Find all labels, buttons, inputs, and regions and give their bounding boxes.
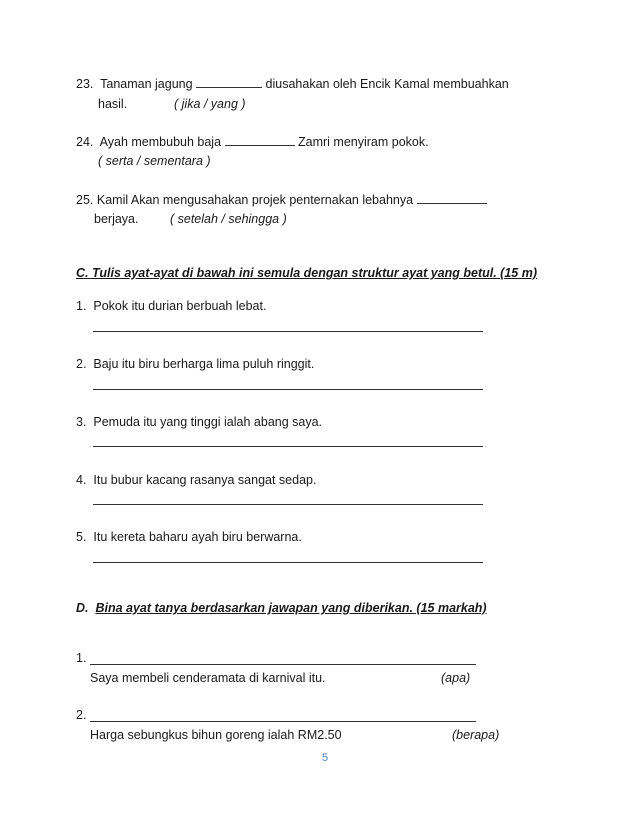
section-d-title: Bina ayat tanya berdasarkan jawapan yang diberikan. (15 markah) — [95, 601, 487, 615]
question-25-hint: ( setelah / sehingga ) — [170, 212, 287, 226]
item-number: 4. — [76, 473, 87, 487]
item-number: 3. — [76, 415, 87, 429]
question-text-before: Ayah membubuh baja — [99, 135, 222, 149]
item-number: 2. — [76, 357, 87, 371]
answer-blank[interactable] — [196, 77, 262, 88]
question-text-before: Kamil Akan mengusahakan projek penternakan lebahnya — [96, 193, 414, 207]
section-d-answer: Harga sebungkus bihun goreng ialah RM2.50 — [90, 728, 342, 742]
question-23-hint: ( jika / yang ) — [174, 97, 246, 111]
section-c-item — [76, 473, 316, 487]
answer-line[interactable] — [93, 389, 483, 390]
item-number: 1. — [76, 299, 87, 313]
section-d-heading — [76, 601, 487, 615]
question-text-before: Tanaman jagung — [100, 77, 193, 91]
section-c-item — [76, 415, 322, 429]
item-number: 5. — [76, 530, 87, 544]
item-sentence: Itu kereta baharu ayah biru berwarna. — [93, 530, 302, 544]
section-c-item — [76, 530, 302, 544]
section-c-item — [76, 299, 266, 313]
question-23 — [76, 77, 509, 91]
question-text-cont: hasil. — [98, 97, 128, 111]
answer-line[interactable] — [93, 504, 483, 505]
question-number: 23. — [76, 77, 94, 91]
section-d-label: D. — [76, 601, 89, 615]
answer-line[interactable] — [90, 664, 476, 665]
item-sentence: Pokok itu durian berbuah lebat. — [93, 299, 267, 313]
question-number: 25. — [76, 193, 94, 207]
section-d-answer: Saya membeli cenderamata di karnival itu. — [90, 671, 326, 685]
item-sentence: Baju itu biru berharga lima puluh ringgit. — [93, 357, 315, 371]
question-24-hint: ( serta / sementara ) — [98, 154, 211, 168]
question-number: 24. — [76, 135, 94, 149]
question-25 — [76, 193, 487, 207]
answer-blank[interactable] — [417, 193, 487, 204]
item-sentence: Pemuda itu yang tinggi ialah abang saya. — [93, 415, 323, 429]
answer-line[interactable] — [93, 562, 483, 563]
section-c-heading: C. Tulis ayat-ayat di bawah ini semula dengan struktur ayat yang betul. (15 m) — [76, 266, 537, 280]
section-d-hint: (berapa) — [452, 728, 500, 742]
question-24 — [76, 135, 429, 149]
question-text-after: diusahakan oleh Encik Kamal membuahkan — [265, 77, 509, 91]
answer-line[interactable] — [90, 721, 476, 722]
question-text-after: Zamri menyiram pokok. — [298, 135, 429, 149]
section-d-item-number: 1. — [76, 651, 87, 665]
answer-blank[interactable] — [225, 135, 295, 146]
answer-line[interactable] — [93, 331, 483, 332]
item-sentence: Itu bubur kacang rasanya sangat sedap. — [93, 473, 317, 487]
page-number: 5 — [322, 752, 329, 764]
section-d-hint: (apa) — [441, 671, 471, 685]
section-c-item — [76, 357, 314, 371]
question-25-continued: berjaya. — [94, 212, 139, 226]
answer-line[interactable] — [93, 446, 483, 447]
question-23-continued — [98, 97, 127, 111]
section-d-item-number: 2. — [76, 708, 87, 722]
